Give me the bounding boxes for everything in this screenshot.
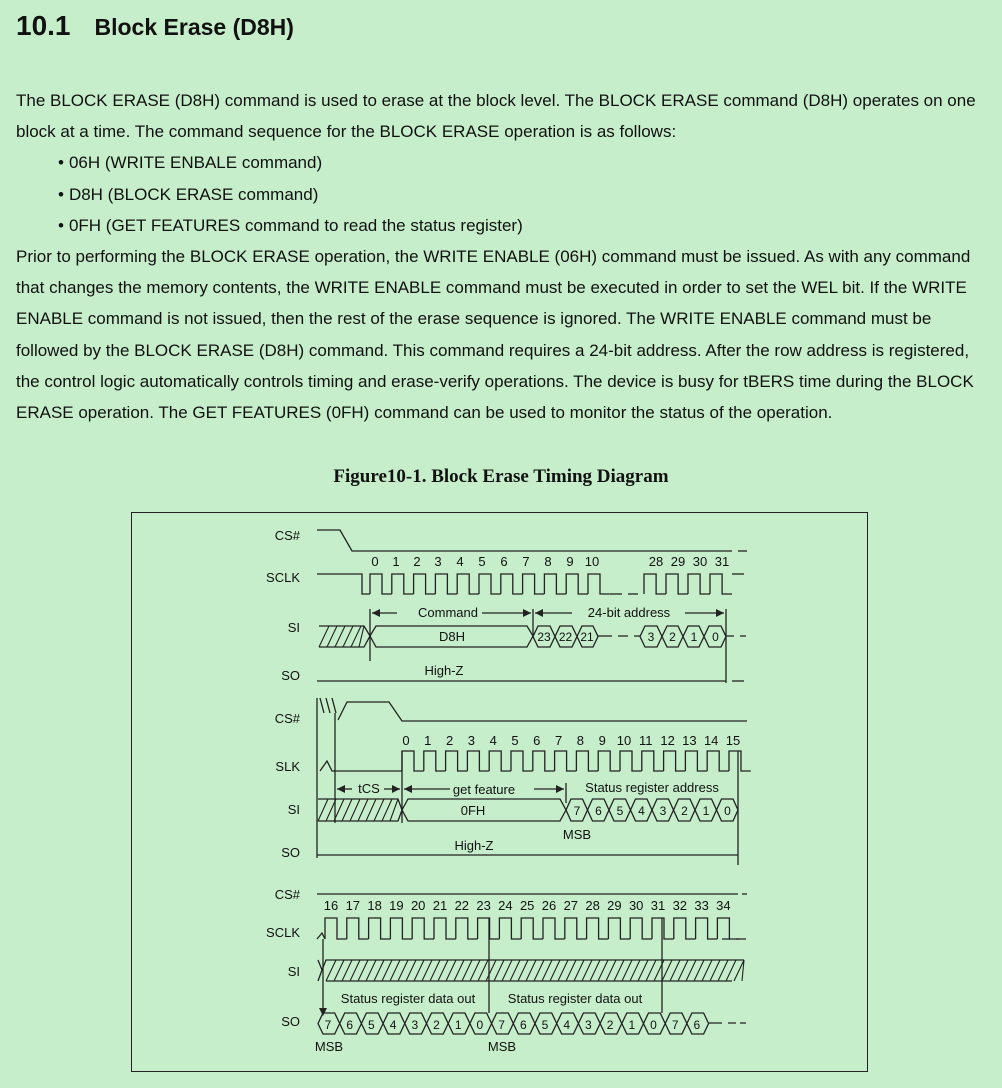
so-data-bit: 0 xyxy=(650,1018,657,1032)
si-addr-bit: 21 xyxy=(580,630,594,644)
clock-number: 5 xyxy=(511,733,519,748)
dim-arrow-head xyxy=(392,785,400,793)
clock-number: 4 xyxy=(456,554,464,569)
so-data-bit: 7 xyxy=(498,1018,505,1032)
signal-label: SCLK xyxy=(266,925,300,940)
skip-marks xyxy=(320,698,336,713)
cs-signal xyxy=(317,530,732,551)
si-addr-bit: 22 xyxy=(558,630,573,644)
clock-number: 20 xyxy=(410,898,426,913)
signal-label: SI xyxy=(287,964,300,979)
clock-number: 3 xyxy=(434,554,442,569)
command-label: Command xyxy=(418,605,478,620)
clock-number: 18 xyxy=(367,898,382,913)
clock-number: 2 xyxy=(445,733,454,748)
so-state: High-Z xyxy=(424,663,464,678)
so-data-bit: 7 xyxy=(324,1018,332,1032)
si-addr-bit: 3 xyxy=(659,804,667,818)
clock-number: 12 xyxy=(660,733,675,748)
clock-number: 10 xyxy=(616,733,632,748)
sclk-pulses xyxy=(370,574,610,594)
clock-number: 29 xyxy=(670,554,686,569)
si-addr-bit: 5 xyxy=(616,804,624,818)
so-state: High-Z xyxy=(454,838,494,853)
so-data-bit: 4 xyxy=(389,1018,397,1032)
signal-label: CS# xyxy=(274,887,300,902)
si-addr-bit: 3 xyxy=(647,630,655,644)
so-data-bit: 2 xyxy=(606,1018,614,1032)
clock-number: 0 xyxy=(402,733,410,748)
signal-label: CS# xyxy=(274,528,300,543)
sclk-pulses xyxy=(325,918,739,939)
si-command-value: D8H xyxy=(438,629,466,644)
dont-care-hatch xyxy=(319,626,364,647)
signal-label: SI xyxy=(287,620,300,635)
clock-number: 13 xyxy=(682,733,697,748)
dont-care-hatch xyxy=(326,960,744,981)
get-feature-label: get feature xyxy=(452,782,516,797)
clock-number: 5 xyxy=(478,554,486,569)
signal-label: SLK xyxy=(275,759,300,774)
clock-number: 1 xyxy=(424,733,432,748)
clock-number: 19 xyxy=(389,898,404,913)
so-data-bit: 4 xyxy=(563,1018,571,1032)
clock-number: 29 xyxy=(607,898,622,913)
signal-label: SO xyxy=(281,668,300,683)
dim-arrow-head xyxy=(556,785,564,793)
clock-number: 4 xyxy=(489,733,497,748)
clock-number: 33 xyxy=(694,898,709,913)
list-item: • 0FH (GET FEATURES command to read the status register) xyxy=(58,210,981,241)
description-paragraph: Prior to performing the BLOCK ERASE operation, the WRITE ENABLE (06H) command must be issued. As with any command that changes the memory contents, the WRITE ENABLE command must be executed in order to set the WEL bit. If the WRITE ENABLE command is not issued, then the rest of the erase sequence is ignored. The WRITE ENABLE command must be followed by the BLOCK ERASE (D8H) command. This command requires a 24-bit address. After the row address is registered, the control logic automatically controls timing and erase-verify operations. The device is busy for tBERS time during the BLOCK ERASE operation. The GET FEATURES (0FH) command can be used to monitor the status of the operation. xyxy=(16,247,974,423)
si-addr-bit: 7 xyxy=(573,804,581,818)
cs-signal xyxy=(338,702,747,721)
dim-arrow-head xyxy=(535,609,543,617)
clock-number: 21 xyxy=(432,898,448,913)
so-data-bit: 6 xyxy=(693,1018,701,1032)
timing-diagram xyxy=(131,512,868,1072)
clock-number: 31 xyxy=(650,898,666,913)
clock-number: 2 xyxy=(413,554,421,569)
si-addr-bit: 2 xyxy=(669,630,676,644)
clock-number: 17 xyxy=(345,898,361,913)
clock-number: 26 xyxy=(541,898,557,913)
data-out-label: Status register data out xyxy=(507,991,643,1006)
clock-number: 1 xyxy=(392,554,400,569)
clock-number: 25 xyxy=(519,898,535,913)
clock-number: 16 xyxy=(323,898,339,913)
si-addr-bit: 1 xyxy=(690,630,698,644)
signal-label: SO xyxy=(281,845,300,860)
clock-number: 15 xyxy=(725,733,741,748)
signal-label: CS# xyxy=(274,711,300,726)
signal-label: SI xyxy=(287,802,300,817)
so-arrow-head xyxy=(319,1008,327,1016)
msb-label: MSB xyxy=(487,1039,517,1054)
clock-number: 24 xyxy=(498,898,513,913)
status-address-label: Status register address xyxy=(585,780,719,795)
tcs-label: tCS xyxy=(358,781,380,796)
section-body xyxy=(16,85,981,428)
dim-arrow-head xyxy=(523,609,531,617)
sclk-signal xyxy=(320,761,402,771)
so-data-bit: 1 xyxy=(628,1018,636,1032)
clock-number: 22 xyxy=(454,898,470,913)
clock-number: 7 xyxy=(554,733,563,748)
clock-number: 11 xyxy=(639,733,653,748)
clock-number: 14 xyxy=(703,733,719,748)
address-label: 24-bit address xyxy=(587,605,671,620)
so-data-bit: 5 xyxy=(368,1018,375,1032)
clock-number: 9 xyxy=(598,733,606,748)
so-data-bit: 7 xyxy=(671,1018,679,1032)
clock-number: 28 xyxy=(585,898,600,913)
clock-number: 8 xyxy=(544,554,552,569)
clock-number: 0 xyxy=(371,554,379,569)
so-data-bit: 6 xyxy=(519,1018,527,1032)
dim-arrow-head xyxy=(372,609,380,617)
clock-number: 30 xyxy=(692,554,708,569)
clock-number: 7 xyxy=(522,554,530,569)
sclk-signal xyxy=(317,574,370,594)
dont-care-hatch xyxy=(318,799,398,821)
si-addr-bit: 4 xyxy=(638,804,645,818)
section-number: 10.1 xyxy=(16,10,71,41)
sclk-pulses xyxy=(402,751,751,771)
so-data-bit: 2 xyxy=(433,1018,440,1032)
clock-number: 3 xyxy=(467,733,476,748)
clock-number: 6 xyxy=(533,733,541,748)
timing-diagram-svg xyxy=(132,513,867,1071)
so-data-bit: 1 xyxy=(454,1018,462,1032)
clock-number: 27 xyxy=(563,898,579,913)
so-data-bit: 5 xyxy=(541,1018,549,1032)
clock-number: 32 xyxy=(672,898,688,913)
si-command-value: 0FH xyxy=(460,803,486,818)
so-data-bit: 0 xyxy=(476,1018,484,1032)
intro-paragraph: The BLOCK ERASE (D8H) command is used to erase at the block level. The BLOCK ERASE command (D8H) operates on one block at a time. The command sequence for the BLOCK ERASE operation is as follows: xyxy=(16,91,976,142)
clock-number: 10 xyxy=(584,554,600,569)
list-item: • D8H (BLOCK ERASE command) xyxy=(58,179,981,210)
dim-arrow-head xyxy=(337,785,345,793)
so-data-bit: 6 xyxy=(346,1018,354,1032)
si-addr-bit: 0 xyxy=(724,804,731,818)
clock-number: 28 xyxy=(648,554,664,569)
sclk-signal xyxy=(317,933,325,939)
clock-number: 31 xyxy=(714,554,730,569)
si-addr-bit: 1 xyxy=(702,804,710,818)
clock-number: 6 xyxy=(500,554,508,569)
si-addr-bit: 6 xyxy=(595,804,602,818)
section-heading xyxy=(16,10,294,42)
signal-label: SCLK xyxy=(266,570,300,585)
command-sequence-list xyxy=(16,147,981,241)
dim-arrow-head xyxy=(404,785,412,793)
si-addr-bit: 0 xyxy=(712,630,719,644)
list-item: • 06H (WRITE ENBALE command) xyxy=(58,147,981,178)
signal-label: SO xyxy=(281,1014,300,1029)
clock-number: 23 xyxy=(476,898,491,913)
data-out-label: Status register data out xyxy=(340,991,476,1006)
sclk-pulses xyxy=(644,574,732,594)
so-data-bit: 3 xyxy=(411,1018,419,1032)
dim-arrow-head xyxy=(716,609,724,617)
clock-number: 34 xyxy=(716,898,731,913)
si-addr-bit: 2 xyxy=(681,804,688,818)
clock-number: 30 xyxy=(628,898,644,913)
clock-number: 9 xyxy=(566,554,574,569)
section-title: Block Erase (D8H) xyxy=(94,14,294,40)
so-data-bit: 3 xyxy=(585,1018,592,1032)
clock-number: 8 xyxy=(576,733,585,748)
msb-label: MSB xyxy=(562,827,592,842)
msb-label: MSB xyxy=(314,1039,344,1054)
figure-caption: Figure10-1. Block Erase Timing Diagram xyxy=(333,466,669,487)
si-addr-bit: 23 xyxy=(537,630,551,644)
